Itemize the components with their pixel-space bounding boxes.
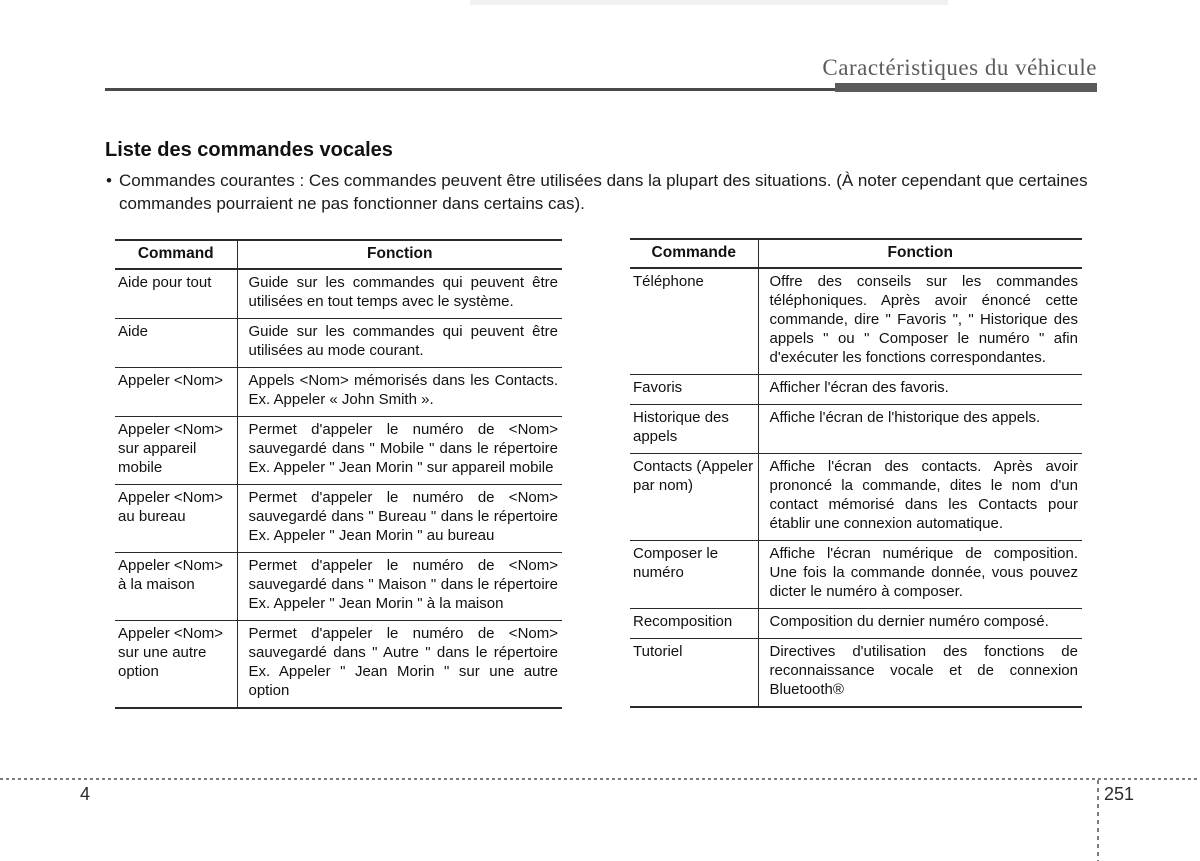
table-header-row (630, 239, 1082, 268)
function-cell: Affiche l'écran des contacts. Après avoir prononcé la commande, dites le nom d'un contact mémorisé dans les Contacts pour établir une connexion automatique. (758, 454, 1082, 541)
function-cell: Offre des conseils sur les commandes téléphoniques. Après avoir énoncé cette commande, dire " Favoris ", " Historique des appels " ou " Composer le numéro " afin d'exécuter les fonctions correspondantes. (769, 273, 1078, 366)
command-cell: Appeler <Nom> sur appareil mobile (115, 417, 237, 485)
header-rule-thick (835, 83, 1097, 92)
command-cell: Appeler <Nom> (115, 368, 237, 417)
function-cell: Directives d'utilisation des fonctions de reconnaissance vocale et de connexion Bluetooth® (758, 639, 1082, 708)
command-cell: Appeler <Nom> à la maison (115, 553, 237, 621)
command-cell: Historique des appels (630, 405, 758, 454)
table-row (115, 485, 562, 553)
header-rule (105, 82, 1097, 92)
command-cell: Recomposition (630, 609, 758, 639)
function-cell: Appels <Nom> mémorisés dans les Contacts. Ex. Appeler « John Smith ». (237, 368, 562, 417)
table-row (630, 375, 1082, 405)
command-cell: Appeler <Nom> au bureau (115, 485, 237, 553)
bullet-marker: • (106, 171, 112, 190)
function-cell: Afficher l'écran des favoris. (758, 375, 1082, 405)
header-rule-thin (105, 88, 835, 91)
table-row (115, 368, 562, 417)
table-row (630, 541, 1082, 609)
chapter-title: Caractéristiques du véhicule (822, 55, 1097, 80)
table-row (115, 621, 562, 709)
command-cell: Aide pour tout (115, 269, 237, 319)
command-cell: Aide (115, 319, 237, 368)
command-column-header: Command (115, 240, 237, 269)
table-row (115, 319, 562, 368)
function-column-header: Fonction (758, 239, 1082, 268)
voice-commands-table-left (115, 239, 562, 709)
table-row (630, 454, 1082, 541)
top-scan-artifact (470, 0, 948, 5)
table-row (115, 417, 562, 485)
command-cell: Tutoriel (630, 639, 758, 708)
function-cell: Permet d'appeler le numéro de <Nom> sauvegardé dans " Autre " dans le répertoire Ex. Appeler " Jean Morin " sur une autre option (237, 621, 562, 709)
command-cell: Composer le numéro (630, 541, 758, 609)
intro-paragraph (105, 169, 1097, 215)
page-number-page: 251 (1104, 784, 1135, 804)
footer-dashed-line (0, 778, 1200, 780)
command-cell: Appeler <Nom> sur une autre option (115, 621, 237, 709)
footer-vertical-dashed-line (1097, 780, 1099, 861)
command-cell: Téléphone (630, 268, 758, 375)
function-cell: Permet d'appeler le numéro de <Nom> sauvegardé dans " Mobile " dans le répertoire Ex. Appeler " Jean Morin " sur appareil mobile (237, 417, 562, 485)
table-row (115, 269, 562, 319)
function-cell: Affiche l'écran de l'historique des appels. (758, 405, 1082, 454)
function-cell: Permet d'appeler le numéro de <Nom> sauvegardé dans " Bureau " dans le répertoire Ex. Appeler " Jean Morin " au bureau (237, 485, 562, 553)
command-cell: Favoris (630, 375, 758, 405)
function-cell: Affiche l'écran numérique de composition. Une fois la commande donnée, vous pouvez dicter le numéro à composer. (758, 541, 1082, 609)
function-cell: Composition du dernier numéro composé. (758, 609, 1082, 639)
voice-commands-table-right (630, 238, 1082, 708)
table-row (630, 268, 1082, 375)
intro-text: Commandes courantes : Ces commandes peuvent être utilisées dans la plupart des situations. (À noter cependant que certaines commandes pourraient ne pas fonctionner dans certains cas). (119, 171, 1088, 213)
table-row (630, 609, 1082, 639)
table-row (630, 405, 1082, 454)
table-header-row (115, 240, 562, 269)
function-cell: Permet d'appeler le numéro de <Nom> sauvegardé dans " Maison " dans le répertoire Ex. Appeler " Jean Morin " à la maison (237, 553, 562, 621)
function-cell: Guide sur les commandes qui peuvent être utilisées en tout temps avec le système. (248, 274, 558, 310)
table-row (115, 553, 562, 621)
section-title: Liste des commandes vocales (105, 139, 393, 161)
command-cell: Contacts (Appeler par nom) (630, 454, 758, 541)
command-column-header: Commande (630, 239, 758, 268)
page-number-chapter: 4 (79, 784, 90, 804)
function-cell: Guide sur les commandes qui peuvent être utilisées au mode courant. (237, 319, 562, 368)
table-row (630, 639, 1082, 708)
function-column-header: Fonction (237, 240, 562, 269)
